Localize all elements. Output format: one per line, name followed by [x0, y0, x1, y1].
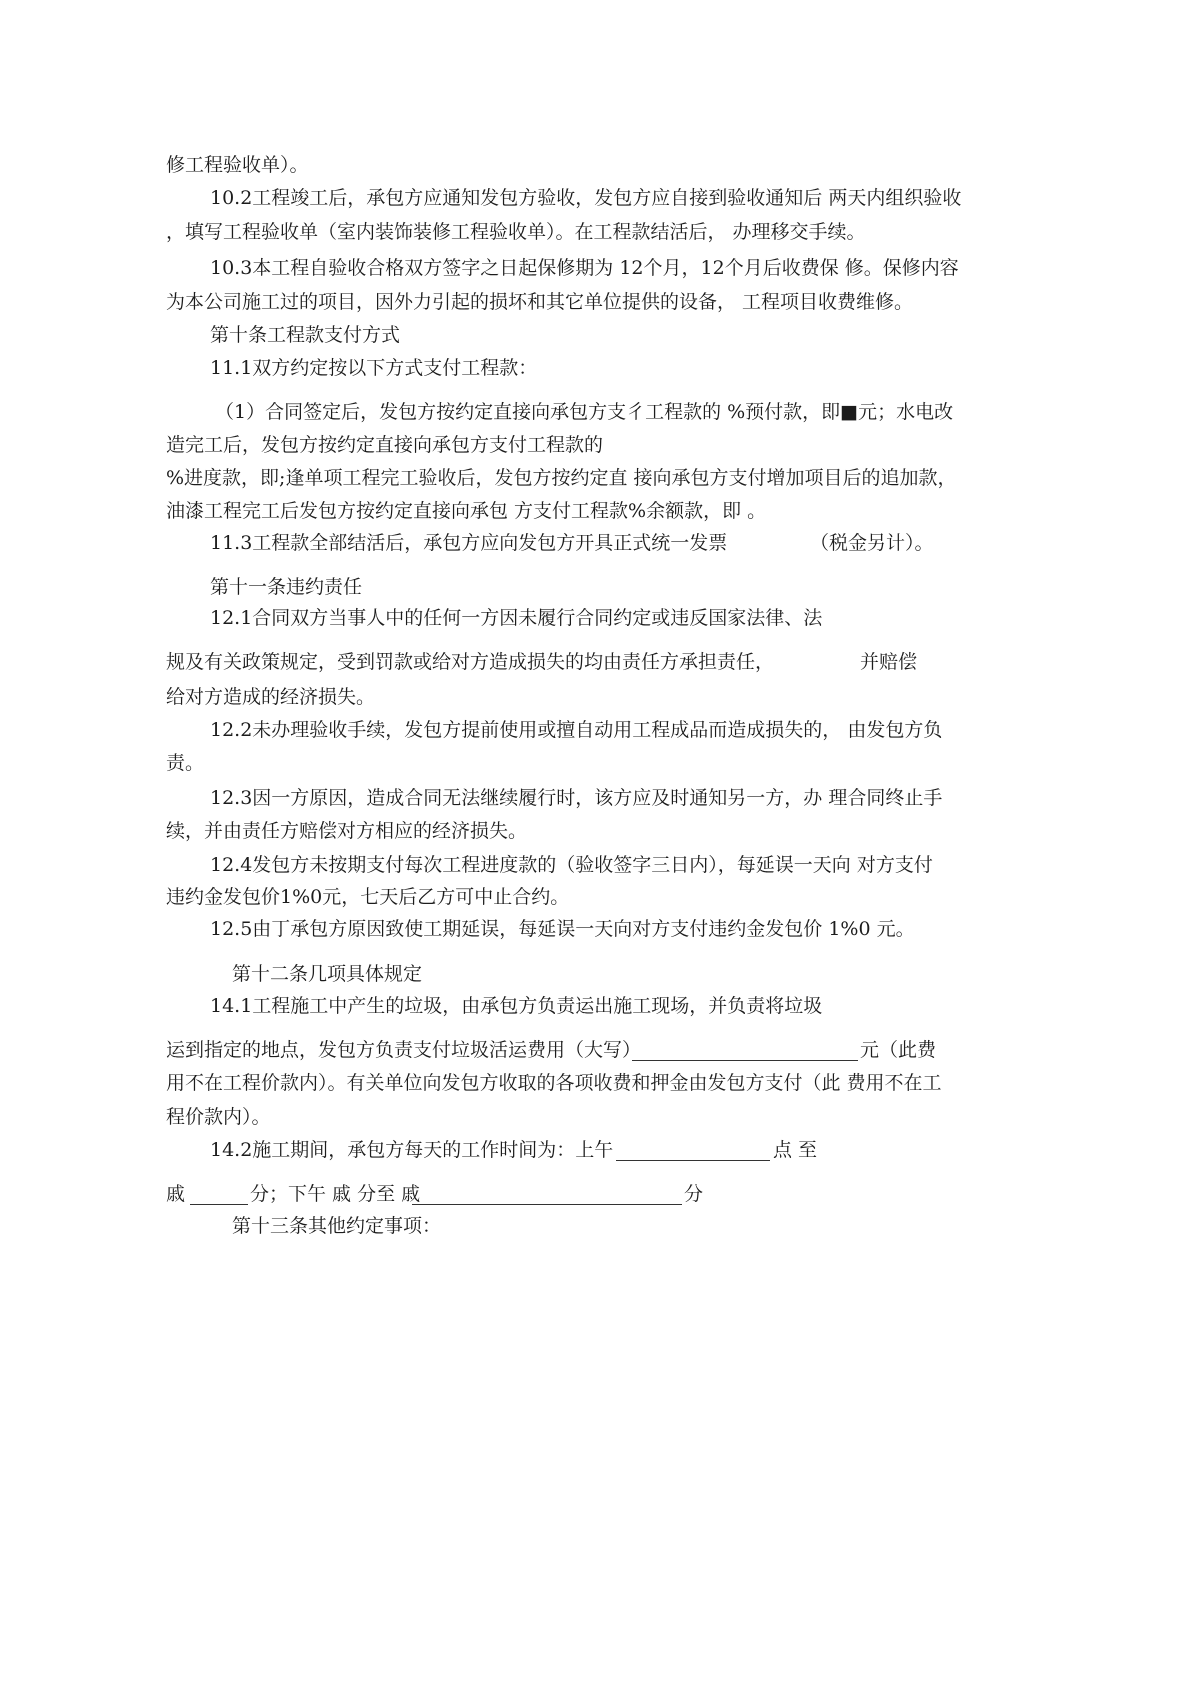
text-line: 给对方造成的经济损失。: [166, 686, 376, 708]
text-line: 规及有关政策规定，受到罚款或给对方造成损失的均由责任方承担责任，: [166, 651, 775, 673]
fill-in-blank-morning-hour[interactable]: [616, 1142, 770, 1161]
section-heading: 第十条工程款支付方式: [210, 324, 401, 346]
text-line: ，填写工程验收单（室内装饰装修工程验收单）。在工程款结活后， 办理移交手续。: [166, 221, 866, 243]
text-line: 分: [684, 1183, 704, 1205]
text-line: 10.2工程竣工后，承包方应通知发包方验收，发包方应自接到验收通知后 两天内组织验收: [210, 187, 962, 209]
text-line: 12.1合同双方当事人中的任何一方因未履行合同约定或违反国家法律、法: [210, 607, 823, 629]
text-line: 为本公司施工过的项目，因外力引起的损坏和其它单位提供的设备， 工程项目收费维修。: [166, 291, 914, 313]
text-line: 并赔偿: [860, 651, 918, 673]
text-line: 续，并由责任方赔偿对方相应的经济损失。: [166, 820, 528, 842]
text-line: 程价款内）。: [166, 1106, 271, 1128]
section-heading: 第十一条违约责任: [210, 576, 363, 598]
text-line: 责。: [166, 752, 205, 774]
text-line: 11.1双方约定按以下方式支付工程款：: [210, 357, 538, 379]
text-line: 12.2未办理验收手续，发包方提前使用或擅自动用工程成品而造成损失的， 由发包方负: [210, 719, 943, 741]
text-line: 12.5由丁承包方原因致使工期延误，每延误一天向对方支付违约金发包价 1%0 元。: [210, 918, 915, 940]
section-heading: 第十三条其他约定事项：: [232, 1215, 442, 1237]
text-line: 戚: [166, 1183, 186, 1205]
text-line: 修工程验收单）。: [166, 154, 309, 176]
text-line: 10.3本工程自验收合格双方签字之日起保修期为 12个月，12个月后收费保 修。保修内容: [210, 257, 959, 279]
text-line: 12.3因一方原因，造成合同无法继续履行时，该方应及时通知另一方，办 理合同终止手: [210, 787, 943, 809]
fill-in-blank-afternoon-time[interactable]: [412, 1186, 682, 1205]
text-line: 分；下午 戚 分至 戚: [250, 1183, 421, 1205]
text-line: 11.3工程款全部结活后，承包方应向发包方开具正式统一发票: [210, 532, 728, 554]
text-line: 用不在工程价款内）。有关单位向发包方收取的各项收费和押金由发包方支付（此 费用不在工: [166, 1072, 942, 1094]
fill-in-blank-morning-minute[interactable]: [190, 1186, 248, 1205]
text-line: （税金另计）。: [810, 532, 934, 554]
text-line: （1）合同签定后，发包方按约定直接向承包方支彳工程款的 %预付款，即■元；水电改: [215, 401, 954, 423]
text-line: 元（此费: [860, 1039, 937, 1061]
text-line: 点 至: [773, 1139, 818, 1161]
text-line: 违约金发包价1%0元，七天后乙方可中止合约。: [166, 886, 570, 908]
section-heading: 第十二条几项具体规定: [232, 963, 423, 985]
text-line: 12.4发包方未按期支付每次工程进度款的（验收签字三日内），每延误一天向 对方支付: [210, 854, 933, 876]
text-line: 运到指定的地点，发包方负责支付垃圾活运费用（大写）: [166, 1039, 642, 1061]
text-line: 油漆工程完工后发包方按约定直接向承包 方支付工程款%余额款，即 。: [166, 500, 767, 522]
text-line: %进度款，即;逢单项工程完工验收后，发包方按约定直 接向承包方支付增加项目后的追加款，: [166, 467, 957, 489]
text-line: 造完工后，发包方按约定直接向承包方支付工程款的: [166, 434, 604, 456]
fill-in-blank-amount[interactable]: [632, 1042, 858, 1061]
text-line: 14.2施工期间，承包方每天的工作时间为：上午: [210, 1139, 614, 1161]
text-line: 14.1工程施工中产生的垃圾，由承包方负责运出施工现场，并负责将垃圾: [210, 995, 823, 1017]
